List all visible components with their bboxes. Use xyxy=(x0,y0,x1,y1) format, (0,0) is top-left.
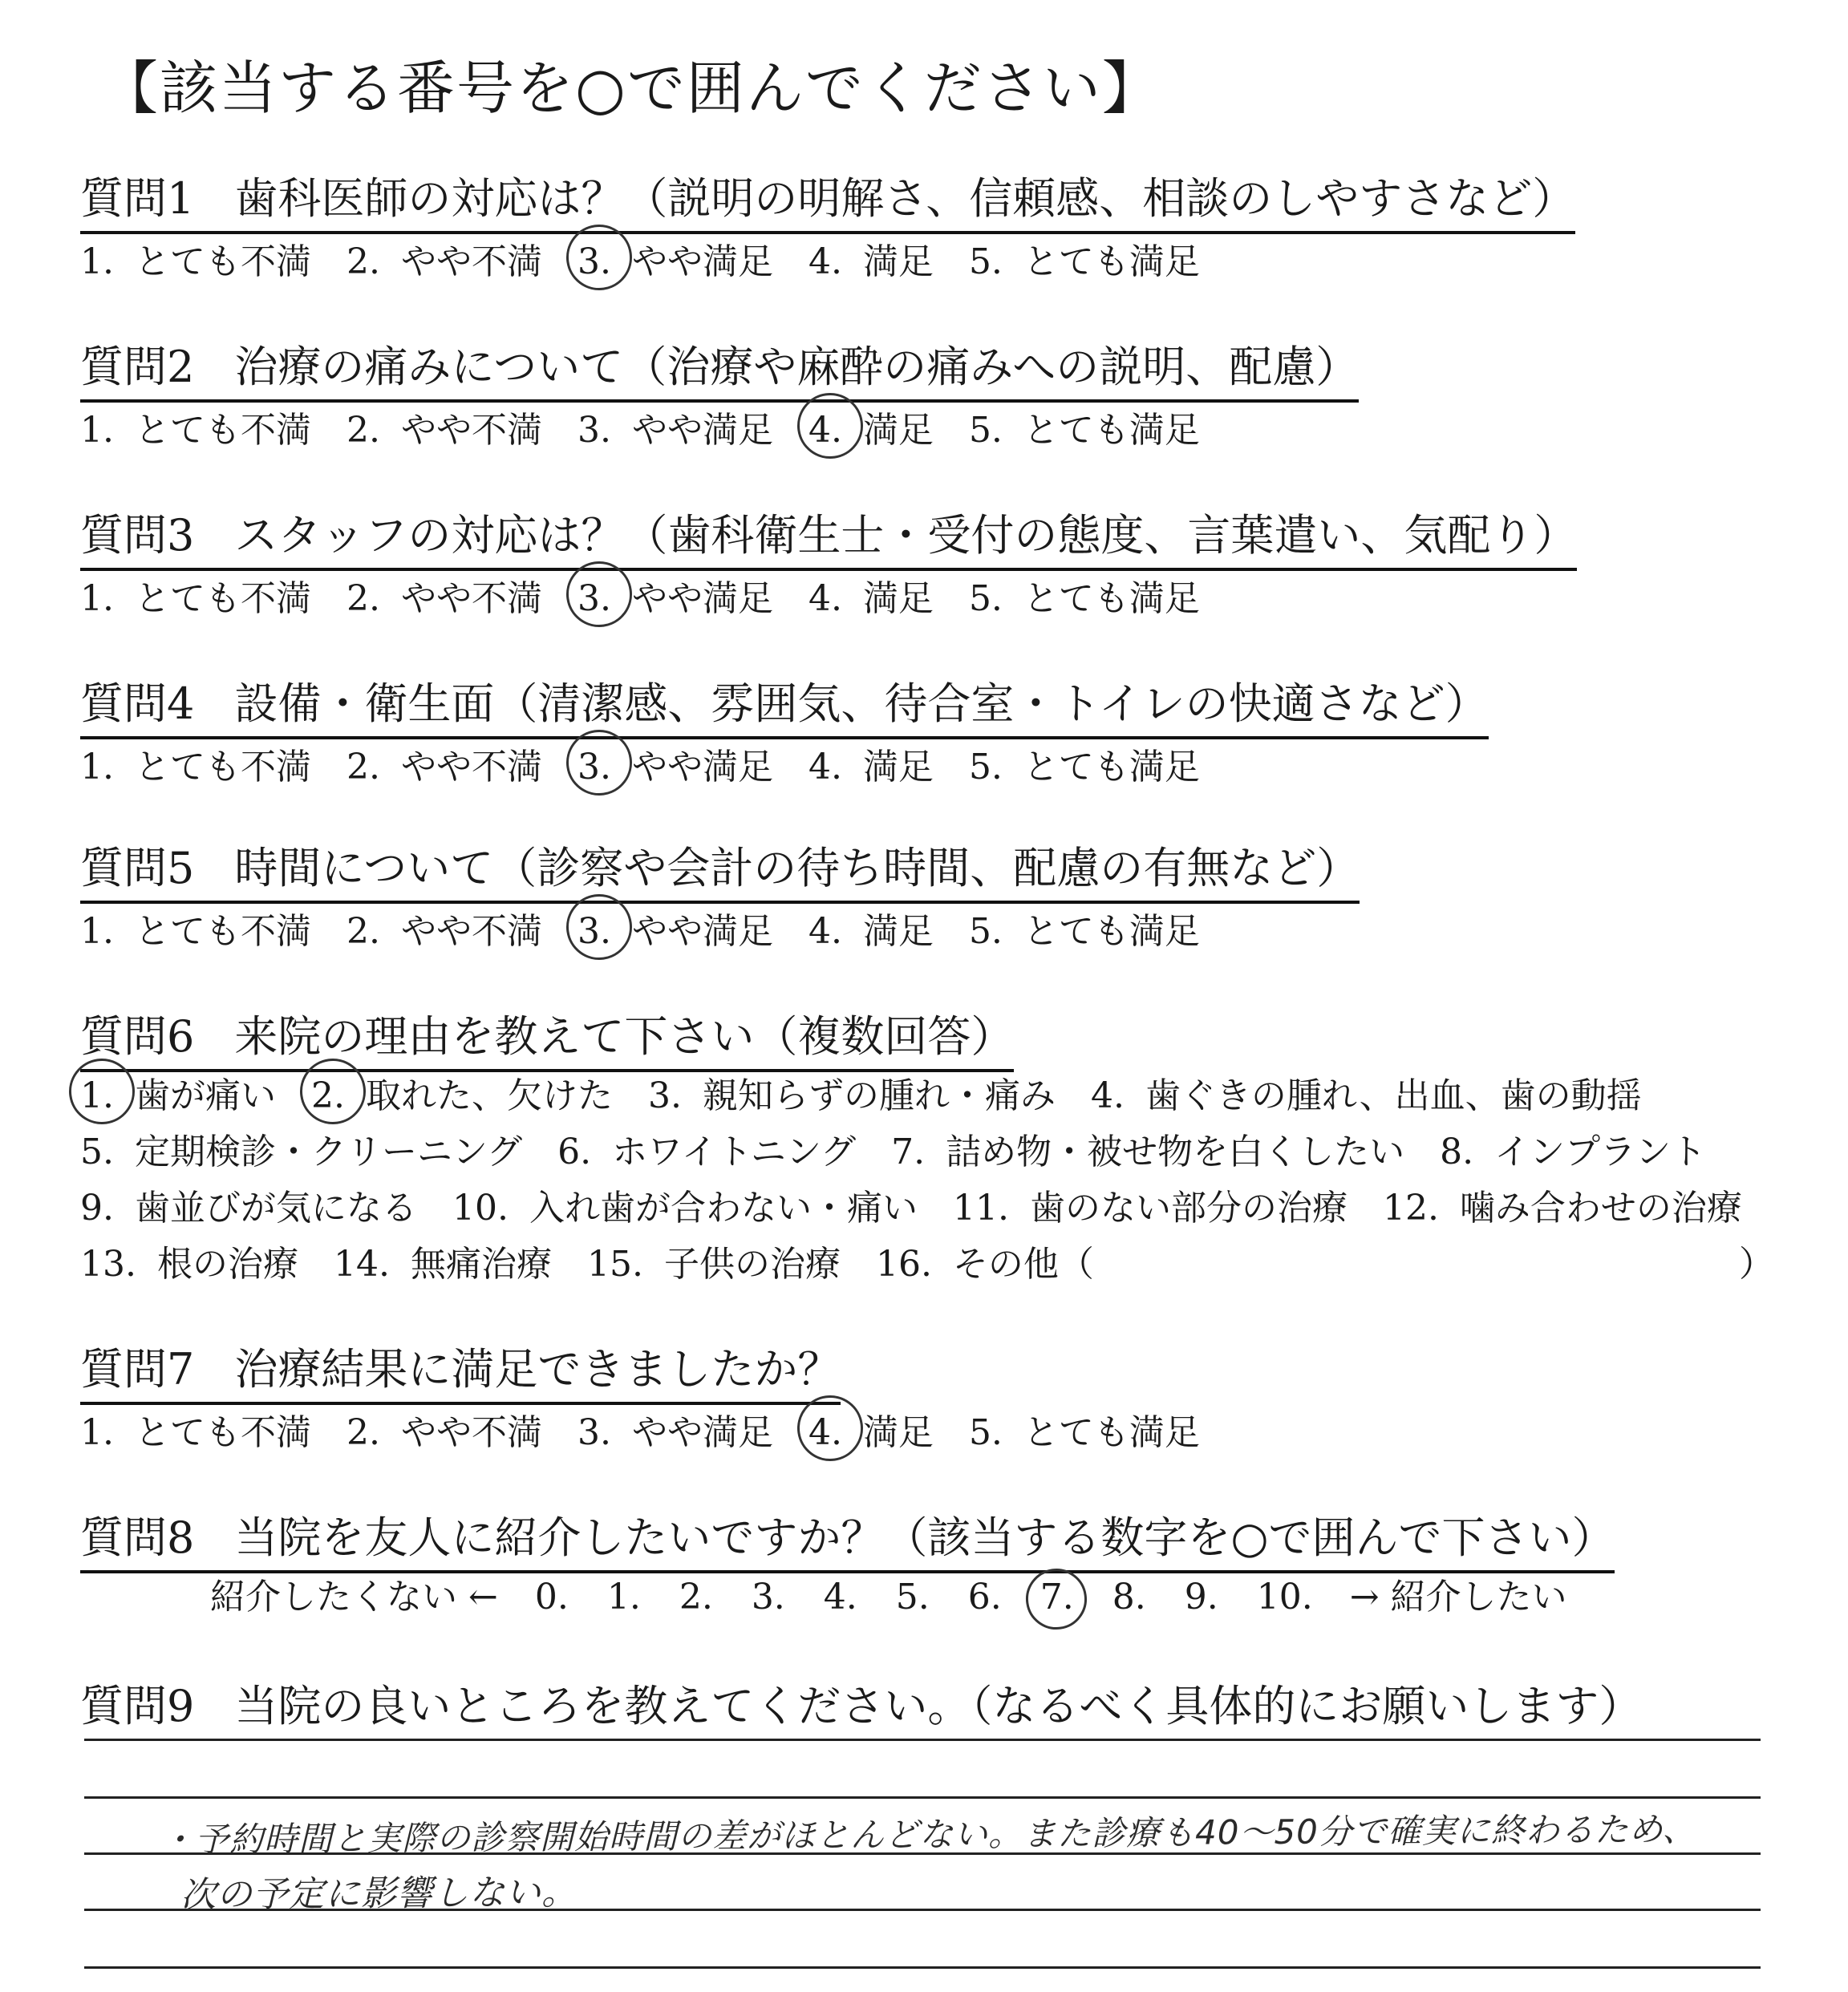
option-number: 9. xyxy=(80,1188,114,1229)
rating-option[interactable] xyxy=(80,233,311,284)
scale-number[interactable]: 5. xyxy=(895,1577,930,1617)
rating-option[interactable] xyxy=(578,738,773,789)
reason-option[interactable] xyxy=(1091,1067,1642,1118)
rating-option[interactable] xyxy=(346,569,542,621)
option-number: 2. xyxy=(346,747,380,787)
option-number: 3. xyxy=(577,410,611,451)
rating-options xyxy=(80,738,1235,789)
rating-option[interactable] xyxy=(80,902,311,953)
reason-option[interactable] xyxy=(1440,1123,1706,1174)
option-label: とても不満 xyxy=(134,578,311,619)
option-number: 5. xyxy=(968,747,1003,787)
scale-number[interactable]: 10. xyxy=(1256,1577,1313,1617)
option-number: 1. xyxy=(80,578,114,619)
reason-options-row xyxy=(80,1123,1741,1174)
question-heading xyxy=(80,1002,1014,1072)
question-heading xyxy=(80,1335,841,1405)
rating-options xyxy=(80,902,1235,953)
option-label: 取れた、欠けた xyxy=(365,1075,613,1116)
reason-option[interactable] xyxy=(1383,1179,1742,1230)
option-number: 4. xyxy=(808,747,842,787)
scale-number[interactable]: 3. xyxy=(751,1577,785,1617)
question-number: 質問3 xyxy=(80,510,195,561)
option-number: 4. xyxy=(808,911,842,952)
rating-option[interactable] xyxy=(346,1403,542,1455)
option-label: とても不満 xyxy=(134,241,311,282)
option-number: 4. xyxy=(808,241,842,282)
option-label: 子供の治療 xyxy=(663,1244,841,1285)
reason-option[interactable] xyxy=(891,1123,1404,1174)
option-label: 歯並びが気になる xyxy=(134,1188,417,1229)
rating-option[interactable] xyxy=(346,738,542,789)
option-label: やや満足 xyxy=(631,1412,773,1453)
option-number: 5. xyxy=(968,578,1003,619)
option-number: 3. xyxy=(577,1412,611,1453)
rating-option[interactable] xyxy=(578,569,773,621)
option-label: 歯ぐきの腫れ、出血、歯の動揺 xyxy=(1145,1075,1642,1116)
option-label: やや満足 xyxy=(631,747,773,787)
option-label: とても満足 xyxy=(1023,747,1200,787)
rating-options xyxy=(80,233,1235,284)
reason-option[interactable] xyxy=(80,1235,298,1286)
scale-high-label: → 紹介したい xyxy=(1349,1577,1567,1617)
option-number: 1. xyxy=(80,747,114,787)
option-number: 5. xyxy=(968,410,1003,451)
scale-number[interactable]: 6. xyxy=(967,1577,1002,1617)
question-text: 設備・衛生面（清潔感、雰囲気、待合室・トイレの快適さなど） xyxy=(234,678,1489,729)
rating-option[interactable] xyxy=(578,401,773,452)
option-number: 8. xyxy=(1440,1132,1474,1172)
question-text: 治療結果に満足できましたか？ xyxy=(234,1344,841,1395)
question-number: 質問6 xyxy=(80,1011,195,1062)
reason-option[interactable] xyxy=(876,1235,1094,1286)
rating-options xyxy=(80,1403,1235,1455)
rating-option[interactable] xyxy=(80,569,311,621)
reason-option[interactable] xyxy=(452,1179,918,1230)
option-label: 親知らずの腫れ・痛み xyxy=(702,1075,1056,1116)
option-number: 10. xyxy=(452,1188,509,1229)
question-number: 質問2 xyxy=(80,342,195,392)
question-text: 治療の痛みについて（治療や麻酔の痛みへの説明、配慮） xyxy=(234,342,1360,392)
option-label: 噛み合わせの治療 xyxy=(1459,1188,1742,1229)
question-number: 質問5 xyxy=(80,843,195,893)
option-label: ホワイトニング xyxy=(612,1132,857,1172)
option-number: 3. xyxy=(577,911,611,952)
option-label: やや満足 xyxy=(631,410,773,451)
answer-line xyxy=(84,1796,1761,1799)
option-number: 3. xyxy=(577,747,611,787)
rating-options xyxy=(80,401,1235,452)
selected-circle-mark xyxy=(1022,1565,1091,1634)
rating-option[interactable] xyxy=(578,902,773,953)
question-heading xyxy=(80,1504,1615,1573)
reason-option[interactable] xyxy=(80,1067,276,1118)
rating-option[interactable] xyxy=(808,738,934,789)
reason-options-row xyxy=(80,1179,1777,1230)
option-number: 1. xyxy=(80,241,114,282)
option-number: 2. xyxy=(346,241,380,282)
option-label: やや不満 xyxy=(400,911,542,952)
handwritten-answer-line: 次の予定に影響しない。 xyxy=(180,1872,578,1916)
option-number: 2. xyxy=(346,1412,380,1453)
option-label: とても不満 xyxy=(134,410,311,451)
question-number: 質問9 xyxy=(80,1681,195,1731)
option-label: 根の治療 xyxy=(156,1244,298,1285)
question-number: 質問4 xyxy=(80,678,195,729)
option-label: 満足 xyxy=(862,410,934,451)
option-label: 満足 xyxy=(862,747,934,787)
rating-option[interactable] xyxy=(346,902,542,953)
question-number: 質問1 xyxy=(80,173,195,224)
option-number: 1. xyxy=(80,1412,114,1453)
option-number: 15. xyxy=(586,1244,643,1285)
answer-line xyxy=(84,1739,1761,1741)
option-label: とても満足 xyxy=(1023,578,1200,619)
rating-option[interactable] xyxy=(808,233,934,284)
rating-option[interactable] xyxy=(969,401,1200,452)
rating-option[interactable] xyxy=(808,569,934,621)
rating-option[interactable] xyxy=(80,401,311,452)
option-number: 7. xyxy=(891,1132,926,1172)
option-label: やや不満 xyxy=(400,410,542,451)
handwritten-answer-line: ・予約時間と実際の診察開始時間の差がほとんどない。また診療も40〜50分で確実に終わるため、 xyxy=(160,1809,1697,1860)
rating-option[interactable] xyxy=(808,401,934,452)
option-number: 4. xyxy=(808,578,842,619)
option-label: 満足 xyxy=(862,241,934,282)
option-number: 5. xyxy=(968,911,1003,952)
option-number: 4. xyxy=(1090,1075,1125,1116)
reason-options-row xyxy=(80,1067,1677,1118)
option-number: 2. xyxy=(346,578,380,619)
option-label: とても満足 xyxy=(1023,410,1200,451)
reason-option[interactable] xyxy=(648,1067,1056,1118)
option-number: 5. xyxy=(968,1412,1003,1453)
option-label: やや満足 xyxy=(631,241,773,282)
scale-number[interactable]: 8. xyxy=(1112,1577,1146,1617)
option-label: とても満足 xyxy=(1023,1412,1200,1453)
option-label: やや満足 xyxy=(631,911,773,952)
scale-low-label: 紹介したくない ← xyxy=(210,1577,498,1617)
question-heading xyxy=(80,501,1577,571)
reason-option[interactable] xyxy=(557,1123,856,1174)
option-number: 2. xyxy=(346,911,380,952)
option-number: 13. xyxy=(80,1244,136,1285)
option-label: 無痛治療 xyxy=(410,1244,552,1285)
question-heading xyxy=(80,333,1359,403)
reason-option[interactable] xyxy=(80,1123,522,1174)
option-label: 歯が痛い xyxy=(134,1075,276,1116)
option-number: 5. xyxy=(80,1132,114,1172)
option-number: 1. xyxy=(80,410,114,451)
question-heading xyxy=(80,1672,1642,1739)
question-heading xyxy=(80,670,1489,739)
rating-option[interactable] xyxy=(969,738,1200,789)
option-number: 4. xyxy=(808,410,842,451)
option-number: 3. xyxy=(647,1075,682,1116)
option-number: 1. xyxy=(80,1075,114,1116)
rating-option[interactable] xyxy=(80,738,311,789)
option-label: やや不満 xyxy=(400,241,542,282)
rating-option[interactable] xyxy=(80,1403,311,1455)
question-text: スタッフの対応は？（歯科衛生士・受付の態度、言葉遣い、気配り） xyxy=(234,510,1578,561)
option-label: とても満足 xyxy=(1023,911,1200,952)
scale-number[interactable]: 0. xyxy=(534,1577,569,1617)
option-label: 満足 xyxy=(862,911,934,952)
option-number: 4. xyxy=(808,1412,842,1453)
option-label: 定期検診・クリーニング xyxy=(134,1132,523,1172)
option-label: 歯のない部分の治療 xyxy=(1029,1188,1348,1229)
option-label: 満足 xyxy=(862,1412,934,1453)
option-label: とても不満 xyxy=(134,747,311,787)
reason-options-row xyxy=(80,1235,1774,1286)
scale-number[interactable]: 1. xyxy=(606,1577,641,1617)
page-title: 【該当する番号を○で囲んでください】 xyxy=(100,55,1161,122)
option-label: とても不満 xyxy=(134,1412,311,1453)
option-number: 16. xyxy=(875,1244,932,1285)
option-label: やや不満 xyxy=(400,747,542,787)
question-text: 当院の良いところを教えてください。（なるべく具体的にお願いします） xyxy=(234,1681,1643,1731)
rating-option[interactable] xyxy=(346,401,542,452)
scale-number[interactable]: 9. xyxy=(1184,1577,1218,1617)
other-close-paren: ） xyxy=(1738,1244,1774,1285)
recommend-scale xyxy=(192,1568,1585,1619)
question-text: 歯科医師の対応は？（説明の明解さ、信頼感、相談のしやすさなど） xyxy=(234,173,1576,224)
rating-option[interactable] xyxy=(578,233,773,284)
question-text: 当院を友人に紹介したいですか？（該当する数字を○で囲んで下さい） xyxy=(234,1512,1615,1563)
option-label: 詰め物・被せ物を白くしたい xyxy=(946,1132,1405,1172)
option-label: 満足 xyxy=(862,578,934,619)
scale-number[interactable]: 2. xyxy=(679,1577,713,1617)
reason-option[interactable] xyxy=(311,1067,613,1118)
option-label: やや不満 xyxy=(400,1412,542,1453)
option-number: 12. xyxy=(1382,1188,1439,1229)
rating-option[interactable] xyxy=(808,1403,934,1455)
rating-option[interactable] xyxy=(808,902,934,953)
rating-option[interactable] xyxy=(969,902,1200,953)
reason-option[interactable] xyxy=(334,1235,552,1286)
question-heading xyxy=(80,834,1360,904)
option-label: とても不満 xyxy=(134,911,311,952)
reason-option[interactable] xyxy=(953,1179,1348,1230)
rating-option[interactable] xyxy=(969,233,1200,284)
option-number: 1. xyxy=(80,911,114,952)
rating-option[interactable] xyxy=(969,1403,1200,1455)
option-label: やや不満 xyxy=(400,578,542,619)
answer-line xyxy=(84,1966,1761,1969)
scale-number[interactable]: 4. xyxy=(823,1577,857,1617)
option-number: 5. xyxy=(968,241,1003,282)
question-text: 時間について（診察や会計の待ち時間、配慮の有無など） xyxy=(234,843,1360,893)
rating-option[interactable] xyxy=(578,1403,773,1455)
option-number: 3. xyxy=(577,578,611,619)
question-number: 質問8 xyxy=(80,1512,195,1563)
option-number: 11. xyxy=(952,1188,1009,1229)
reason-option[interactable] xyxy=(80,1179,417,1230)
question-heading xyxy=(80,164,1575,234)
rating-option[interactable] xyxy=(969,569,1200,621)
rating-option[interactable] xyxy=(346,233,542,284)
reason-option[interactable] xyxy=(587,1235,841,1286)
option-number: 2. xyxy=(310,1075,345,1116)
option-number: 2. xyxy=(346,410,380,451)
question-text: 来院の理由を教えて下さい（複数回答） xyxy=(234,1011,1015,1062)
rating-options xyxy=(80,569,1235,621)
option-label: その他（ xyxy=(952,1244,1094,1285)
scale-number[interactable]: 7. xyxy=(1040,1577,1074,1617)
option-number: 6. xyxy=(557,1132,592,1172)
option-number: 3. xyxy=(577,241,611,282)
question-number: 質問7 xyxy=(80,1344,195,1395)
option-label: とても満足 xyxy=(1023,241,1200,282)
option-label: やや満足 xyxy=(631,578,773,619)
option-label: インプラント xyxy=(1494,1132,1707,1172)
option-label: 入れ歯が合わない・痛い xyxy=(529,1188,918,1229)
option-number: 14. xyxy=(333,1244,390,1285)
